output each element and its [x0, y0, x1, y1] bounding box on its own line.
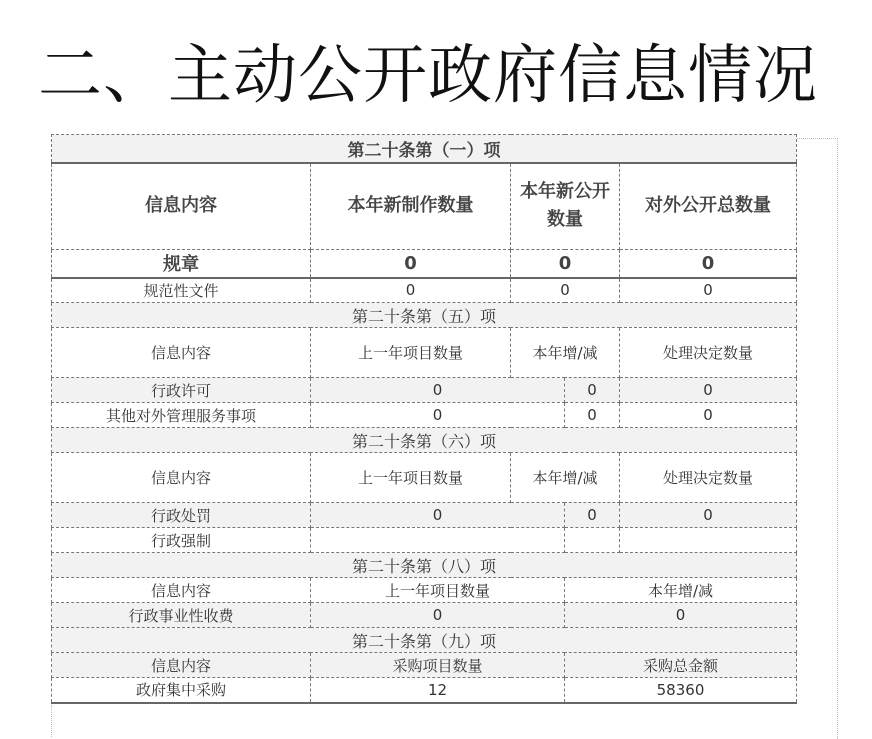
section-title-row [52, 428, 797, 453]
table-row [52, 378, 797, 403]
cell-value: 0 [511, 278, 620, 303]
cell-value: 0 [565, 403, 620, 428]
row-label: 其他对外管理服务事项 [52, 403, 311, 428]
cell-value: 0 [311, 603, 565, 628]
header-cell: 信息内容 [52, 653, 311, 678]
cell-value [311, 528, 565, 553]
cell-value: 0 [620, 278, 797, 303]
header-cell: 对外公开总数量 [620, 163, 797, 250]
table-row [52, 678, 797, 703]
section-title-row [52, 553, 797, 578]
cell-value [620, 528, 797, 553]
cell-value: 0 [511, 250, 620, 278]
table-header-row [52, 653, 797, 678]
public-info-table [51, 134, 797, 704]
page-edge [795, 138, 838, 739]
cell-value: 58360 [565, 678, 797, 703]
table-header-row [52, 453, 797, 503]
row-label: 行政事业性收费 [52, 603, 311, 628]
row-label: 行政处罚 [52, 503, 311, 528]
header-cell: 本年增/减 [565, 578, 797, 603]
section-title: 第二十条第（五）项 [52, 303, 797, 328]
table-row [52, 278, 797, 303]
header-cell: 本年增/减 [511, 328, 620, 378]
cell-value: 0 [620, 503, 797, 528]
section-title: 第二十条第（九）项 [52, 628, 797, 653]
page-title: 二、主动公开政府信息情况 [38, 39, 818, 113]
section-title-row [52, 628, 797, 653]
section-title: 第二十条第（八）项 [52, 553, 797, 578]
header-cell: 采购总金额 [565, 653, 797, 678]
header-cell: 处理决定数量 [620, 328, 797, 378]
section-title: 第二十条第（一）项 [52, 135, 797, 163]
header-cell: 信息内容 [52, 163, 311, 250]
row-label: 规章 [52, 250, 311, 278]
cell-value: 0 [565, 603, 797, 628]
header-cell: 处理决定数量 [620, 453, 797, 503]
cell-value: 0 [565, 378, 620, 403]
row-label: 规范性文件 [52, 278, 311, 303]
row-label: 政府集中采购 [52, 678, 311, 703]
header-cell: 采购项目数量 [311, 653, 565, 678]
cell-value: 0 [620, 250, 797, 278]
cell-value: 0 [565, 503, 620, 528]
cell-value: 0 [620, 403, 797, 428]
header-cell: 本年新制作数量 [311, 163, 511, 250]
table-row [52, 403, 797, 428]
table-header-row [52, 328, 797, 378]
row-label: 行政强制 [52, 528, 311, 553]
header-cell: 信息内容 [52, 453, 311, 503]
header-cell: 上一年项目数量 [311, 578, 565, 603]
header-cell: 本年新公开数量 [511, 163, 620, 250]
page-edge-left [51, 705, 53, 737]
table-row [52, 528, 797, 553]
cell-value [565, 528, 620, 553]
row-label: 行政许可 [52, 378, 311, 403]
cell-value: 0 [311, 378, 565, 403]
header-cell: 信息内容 [52, 328, 311, 378]
cell-value: 0 [311, 278, 511, 303]
section-title: 第二十条第（六）项 [52, 428, 797, 453]
table-row [52, 250, 797, 278]
table-row [52, 503, 797, 528]
table-header-row [52, 163, 797, 250]
cell-value: 0 [311, 403, 565, 428]
cell-value: 0 [620, 378, 797, 403]
header-cell: 信息内容 [52, 578, 311, 603]
cell-value: 12 [311, 678, 565, 703]
table-row [52, 603, 797, 628]
header-cell: 上一年项目数量 [311, 453, 511, 503]
header-cell: 本年增/减 [511, 453, 620, 503]
header-cell: 上一年项目数量 [311, 328, 511, 378]
section-title-row [52, 135, 797, 163]
table-header-row [52, 578, 797, 603]
cell-value: 0 [311, 503, 565, 528]
section-title-row [52, 303, 797, 328]
cell-value: 0 [311, 250, 511, 278]
